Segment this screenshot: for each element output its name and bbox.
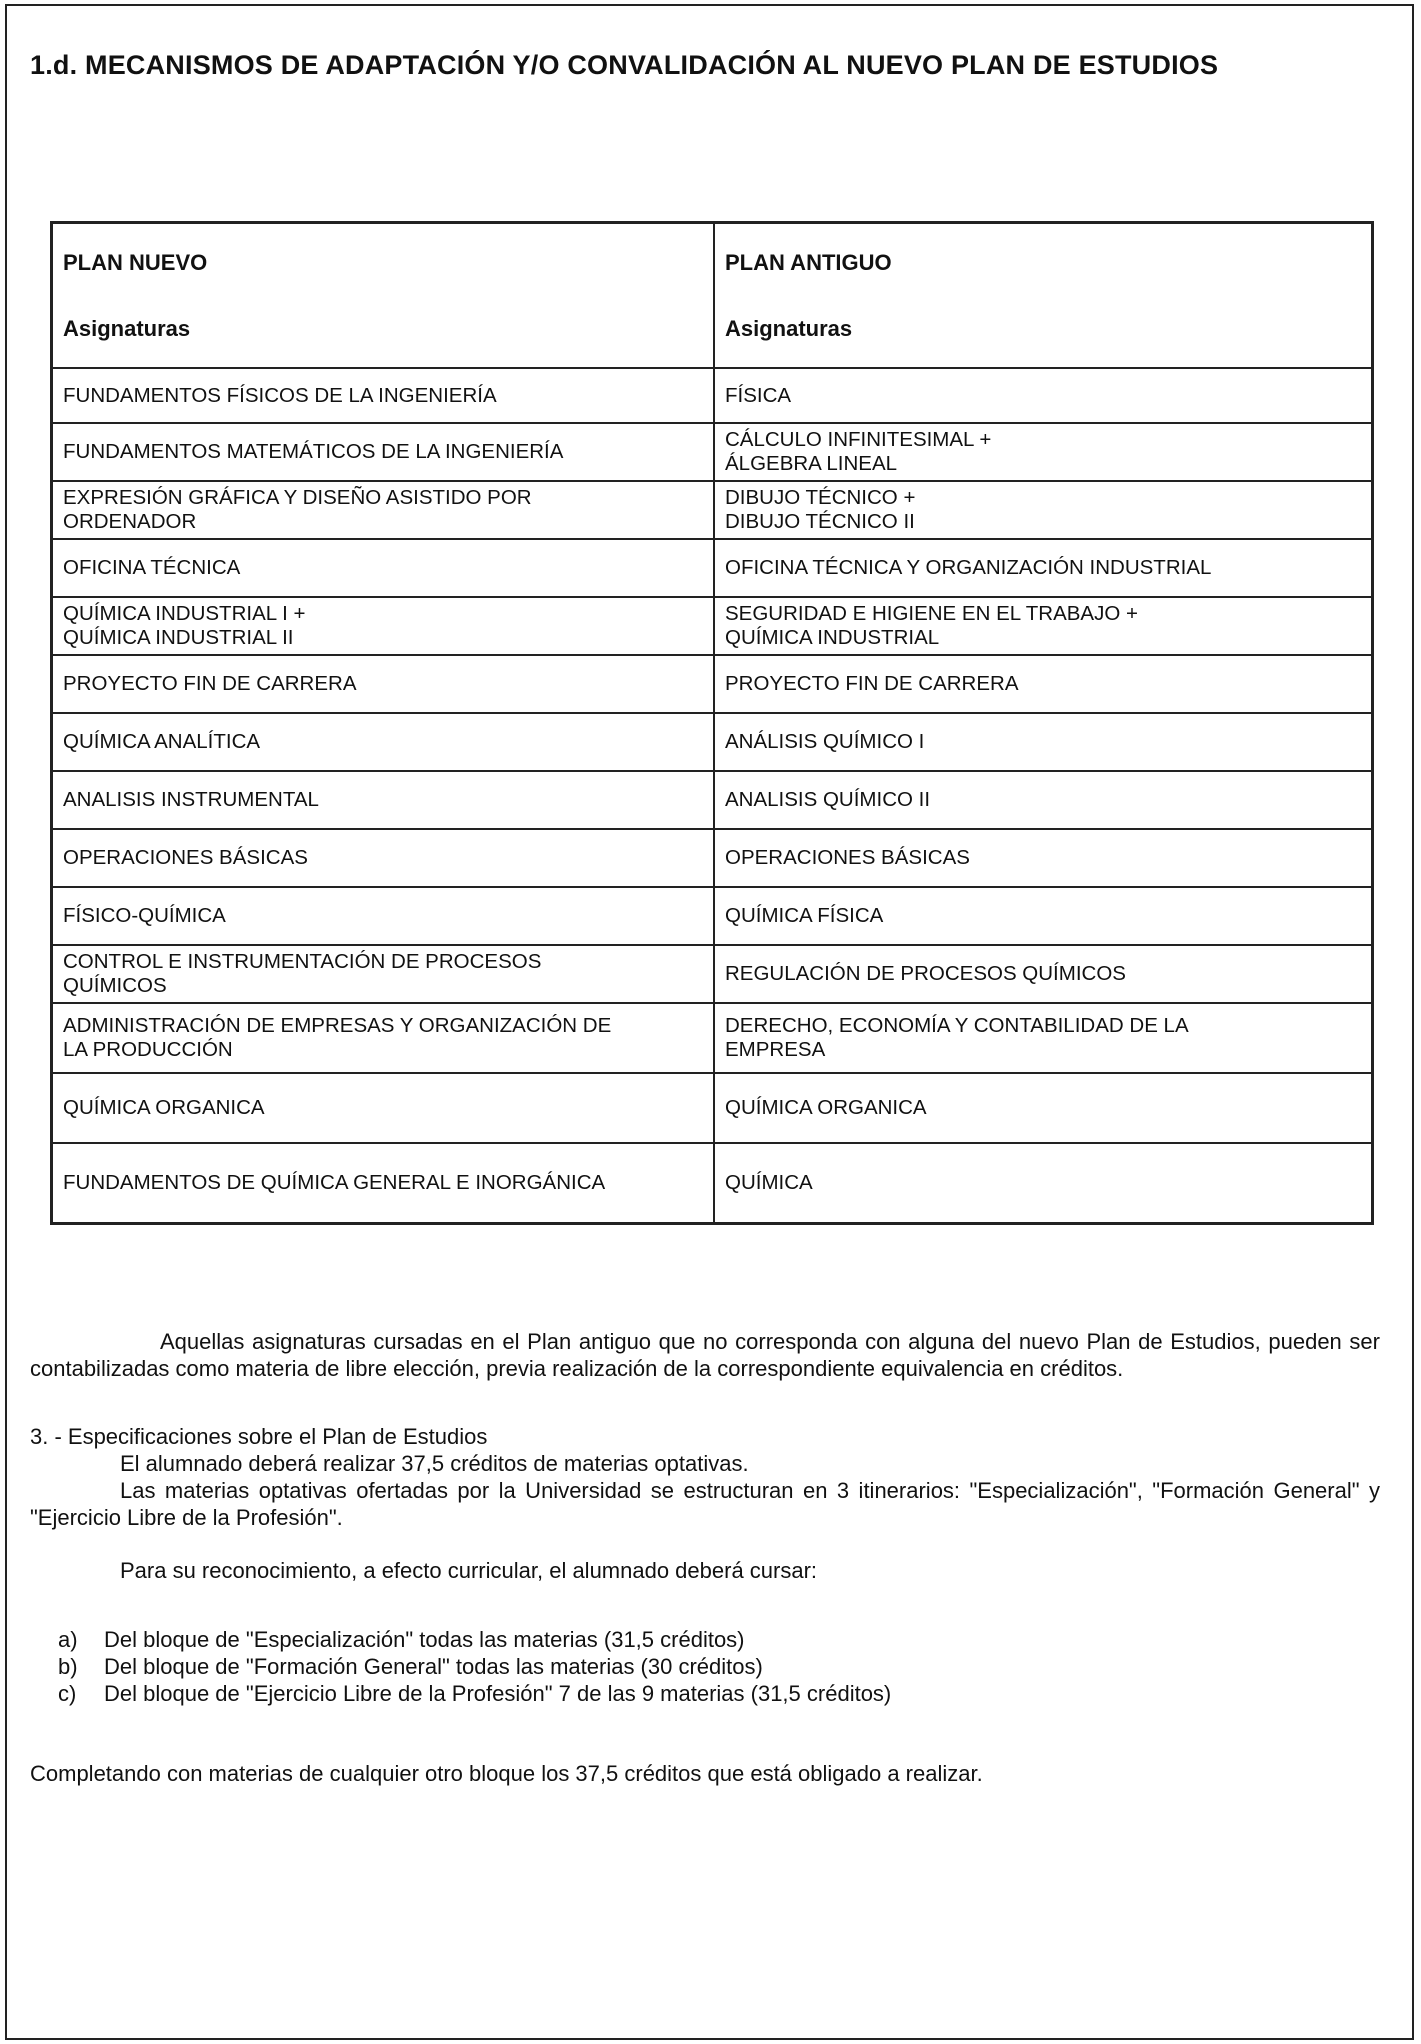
cell-new-plan [52, 539, 715, 597]
header-new-plan-subtitle: Asignaturas [63, 315, 191, 341]
cell-line: CÁLCULO INFINITESIMAL + [725, 428, 992, 451]
cell-line: EXPRESIÓN GRÁFICA Y DISEÑO ASISTIDO POR [63, 486, 532, 509]
cell-line: ÁLGEBRA LINEAL [725, 452, 898, 475]
header-old-plan [714, 223, 1373, 369]
cell-line: FUNDAMENTOS FÍSICOS DE LA INGENIERÍA [63, 383, 497, 407]
cell-line: QUÍMICA ANALÍTICA [63, 730, 261, 753]
cell-line: DERECHO, ECONOMÍA Y CONTABILIDAD DE LA [725, 1014, 1189, 1037]
table-row [52, 481, 1373, 539]
cell-line: SEGURIDAD E HIGIENE EN EL TRABAJO + [725, 602, 1138, 625]
cell-line: PROYECTO FIN DE CARRERA [725, 672, 1019, 695]
cell-line: QUÍMICA INDUSTRIAL I + [63, 602, 306, 625]
header-new-plan-title: PLAN NUEVO [63, 249, 208, 275]
table-row [52, 655, 1373, 713]
cell-new-plan [52, 368, 715, 423]
cell-old-plan [714, 945, 1373, 1003]
table-row [52, 423, 1373, 481]
table-body [52, 368, 1373, 1223]
cell-old-plan [714, 1143, 1373, 1223]
table-row [52, 945, 1373, 1003]
cell-line: OPERACIONES BÁSICAS [63, 846, 308, 869]
cell-line: ADMINISTRACIÓN DE EMPRESAS Y ORGANIZACIÓN DE [63, 1014, 612, 1037]
list-item-text: Del bloque de "Ejercicio Libre de la Profesión" 7 de las 9 materias (31,5 créditos) [104, 1681, 892, 1706]
cell-new-plan [52, 829, 715, 887]
cell-line: FÍSICA [725, 383, 792, 407]
paragraph-free-choice: Aquellas asignaturas cursadas en el Plan antiguo que no corresponda con alguna del nuevo Plan de Estudios, pueden ser contabilizadas como materia de libre elección, previa realización de la correspondiente equivalencia en créditos. [30, 1329, 1380, 1381]
cell-line: OFICINA TÉCNICA [63, 556, 241, 579]
cell-line: QUÍMICA ORGANICA [725, 1096, 927, 1119]
list-marker: b) [58, 1654, 78, 1679]
section3-paragraph-recognition: Para su reconocimiento, a efecto curricular, el alumnado deberá cursar: [120, 1558, 818, 1583]
cell-line: FUNDAMENTOS DE QUÍMICA GENERAL E INORGÁNICA [63, 1170, 606, 1194]
cell-line: ORDENADOR [63, 510, 197, 533]
list-marker: a) [58, 1627, 78, 1652]
cell-new-plan [52, 1143, 715, 1223]
convalidation-table [50, 221, 1374, 1225]
cell-old-plan [714, 1073, 1373, 1143]
cell-old-plan [714, 887, 1373, 945]
table-row [52, 713, 1373, 771]
table-row [52, 771, 1373, 829]
list-item [58, 1680, 891, 1707]
table-row [52, 368, 1373, 423]
cell-old-plan [714, 423, 1373, 481]
cell-old-plan [714, 771, 1373, 829]
requirements-list [58, 1626, 891, 1707]
cell-line: QUÍMICA [725, 1170, 813, 1194]
cell-line: EMPRESA [725, 1038, 826, 1061]
cell-old-plan [714, 368, 1373, 423]
cell-line: PROYECTO FIN DE CARRERA [63, 672, 357, 695]
cell-line: REGULACIÓN DE PROCESOS QUÍMICOS [725, 962, 1126, 985]
cell-new-plan [52, 713, 715, 771]
table-row [52, 597, 1373, 655]
closing-paragraph: Completando con materias de cualquier otro bloque los 37,5 créditos que está obligado a realizar. [30, 1761, 983, 1786]
list-item-text: Del bloque de "Formación General" todas las materias (30 créditos) [104, 1654, 763, 1679]
table-row [52, 887, 1373, 945]
cell-old-plan [714, 597, 1373, 655]
cell-line: QUÍMICA INDUSTRIAL [725, 626, 940, 649]
cell-old-plan [714, 829, 1373, 887]
cell-line: FÍSICO-QUÍMICA [63, 904, 226, 927]
page-title: 1.d. MECANISMOS DE ADAPTACIÓN Y/O CONVALIDACIÓN AL NUEVO PLAN DE ESTUDIOS [30, 50, 1219, 80]
cell-old-plan [714, 713, 1373, 771]
table-row [52, 539, 1373, 597]
cell-new-plan [52, 1003, 715, 1073]
cell-new-plan [52, 771, 715, 829]
cell-line: FUNDAMENTOS MATEMÁTICOS DE LA INGENIERÍA [63, 440, 564, 463]
header-old-plan-subtitle: Asignaturas [725, 315, 853, 341]
cell-line: ANÁLISIS QUÍMICO I [725, 730, 925, 753]
table-row [52, 829, 1373, 887]
cell-old-plan [714, 655, 1373, 713]
cell-new-plan [52, 597, 715, 655]
cell-new-plan [52, 423, 715, 481]
section3-paragraph-credits: El alumnado deberá realizar 37,5 créditos de materias optativas. [120, 1451, 749, 1476]
cell-line: OPERACIONES BÁSICAS [725, 846, 970, 869]
cell-new-plan [52, 1073, 715, 1143]
cell-line: DIBUJO TÉCNICO + [725, 486, 916, 509]
section3-paragraph-itineraries: Las materias optativas ofertadas por la Universidad se estructuran en 3 itinerarios: "Especialización", "Formación General" y "Ejercicio Libre de la Profesión". [30, 1478, 1380, 1530]
table-row [52, 1003, 1373, 1073]
cell-line: QUÍMICA FÍSICA [725, 904, 884, 927]
list-item-text: Del bloque de "Especialización" todas las materias (31,5 créditos) [104, 1627, 745, 1652]
section3-heading: 3. - Especificaciones sobre el Plan de Estudios [30, 1424, 488, 1449]
table-row [52, 1073, 1373, 1143]
cell-line: QUÍMICA INDUSTRIAL II [63, 626, 294, 649]
header-new-plan [52, 223, 715, 369]
cell-line: DIBUJO TÉCNICO II [725, 510, 915, 533]
list-item [58, 1653, 891, 1680]
cell-line: OFICINA TÉCNICA Y ORGANIZACIÓN INDUSTRIAL [725, 556, 1212, 579]
cell-old-plan [714, 539, 1373, 597]
cell-new-plan [52, 945, 715, 1003]
cell-new-plan [52, 655, 715, 713]
table-row [52, 1143, 1373, 1223]
cell-line: ANALISIS QUÍMICO II [725, 788, 931, 811]
cell-line: QUÍMICA ORGANICA [63, 1096, 265, 1119]
cell-new-plan [52, 887, 715, 945]
table-header-row [52, 223, 1373, 369]
cell-line: ANALISIS INSTRUMENTAL [63, 788, 319, 811]
cell-new-plan [52, 481, 715, 539]
cell-line: CONTROL E INSTRUMENTACIÓN DE PROCESOS [63, 950, 542, 973]
list-item [58, 1626, 891, 1653]
cell-line: QUÍMICOS [63, 974, 167, 997]
cell-line: LA PRODUCCIÓN [63, 1038, 233, 1061]
list-marker: c) [58, 1681, 77, 1706]
header-old-plan-title: PLAN ANTIGUO [725, 249, 892, 275]
cell-old-plan [714, 1003, 1373, 1073]
cell-old-plan [714, 481, 1373, 539]
